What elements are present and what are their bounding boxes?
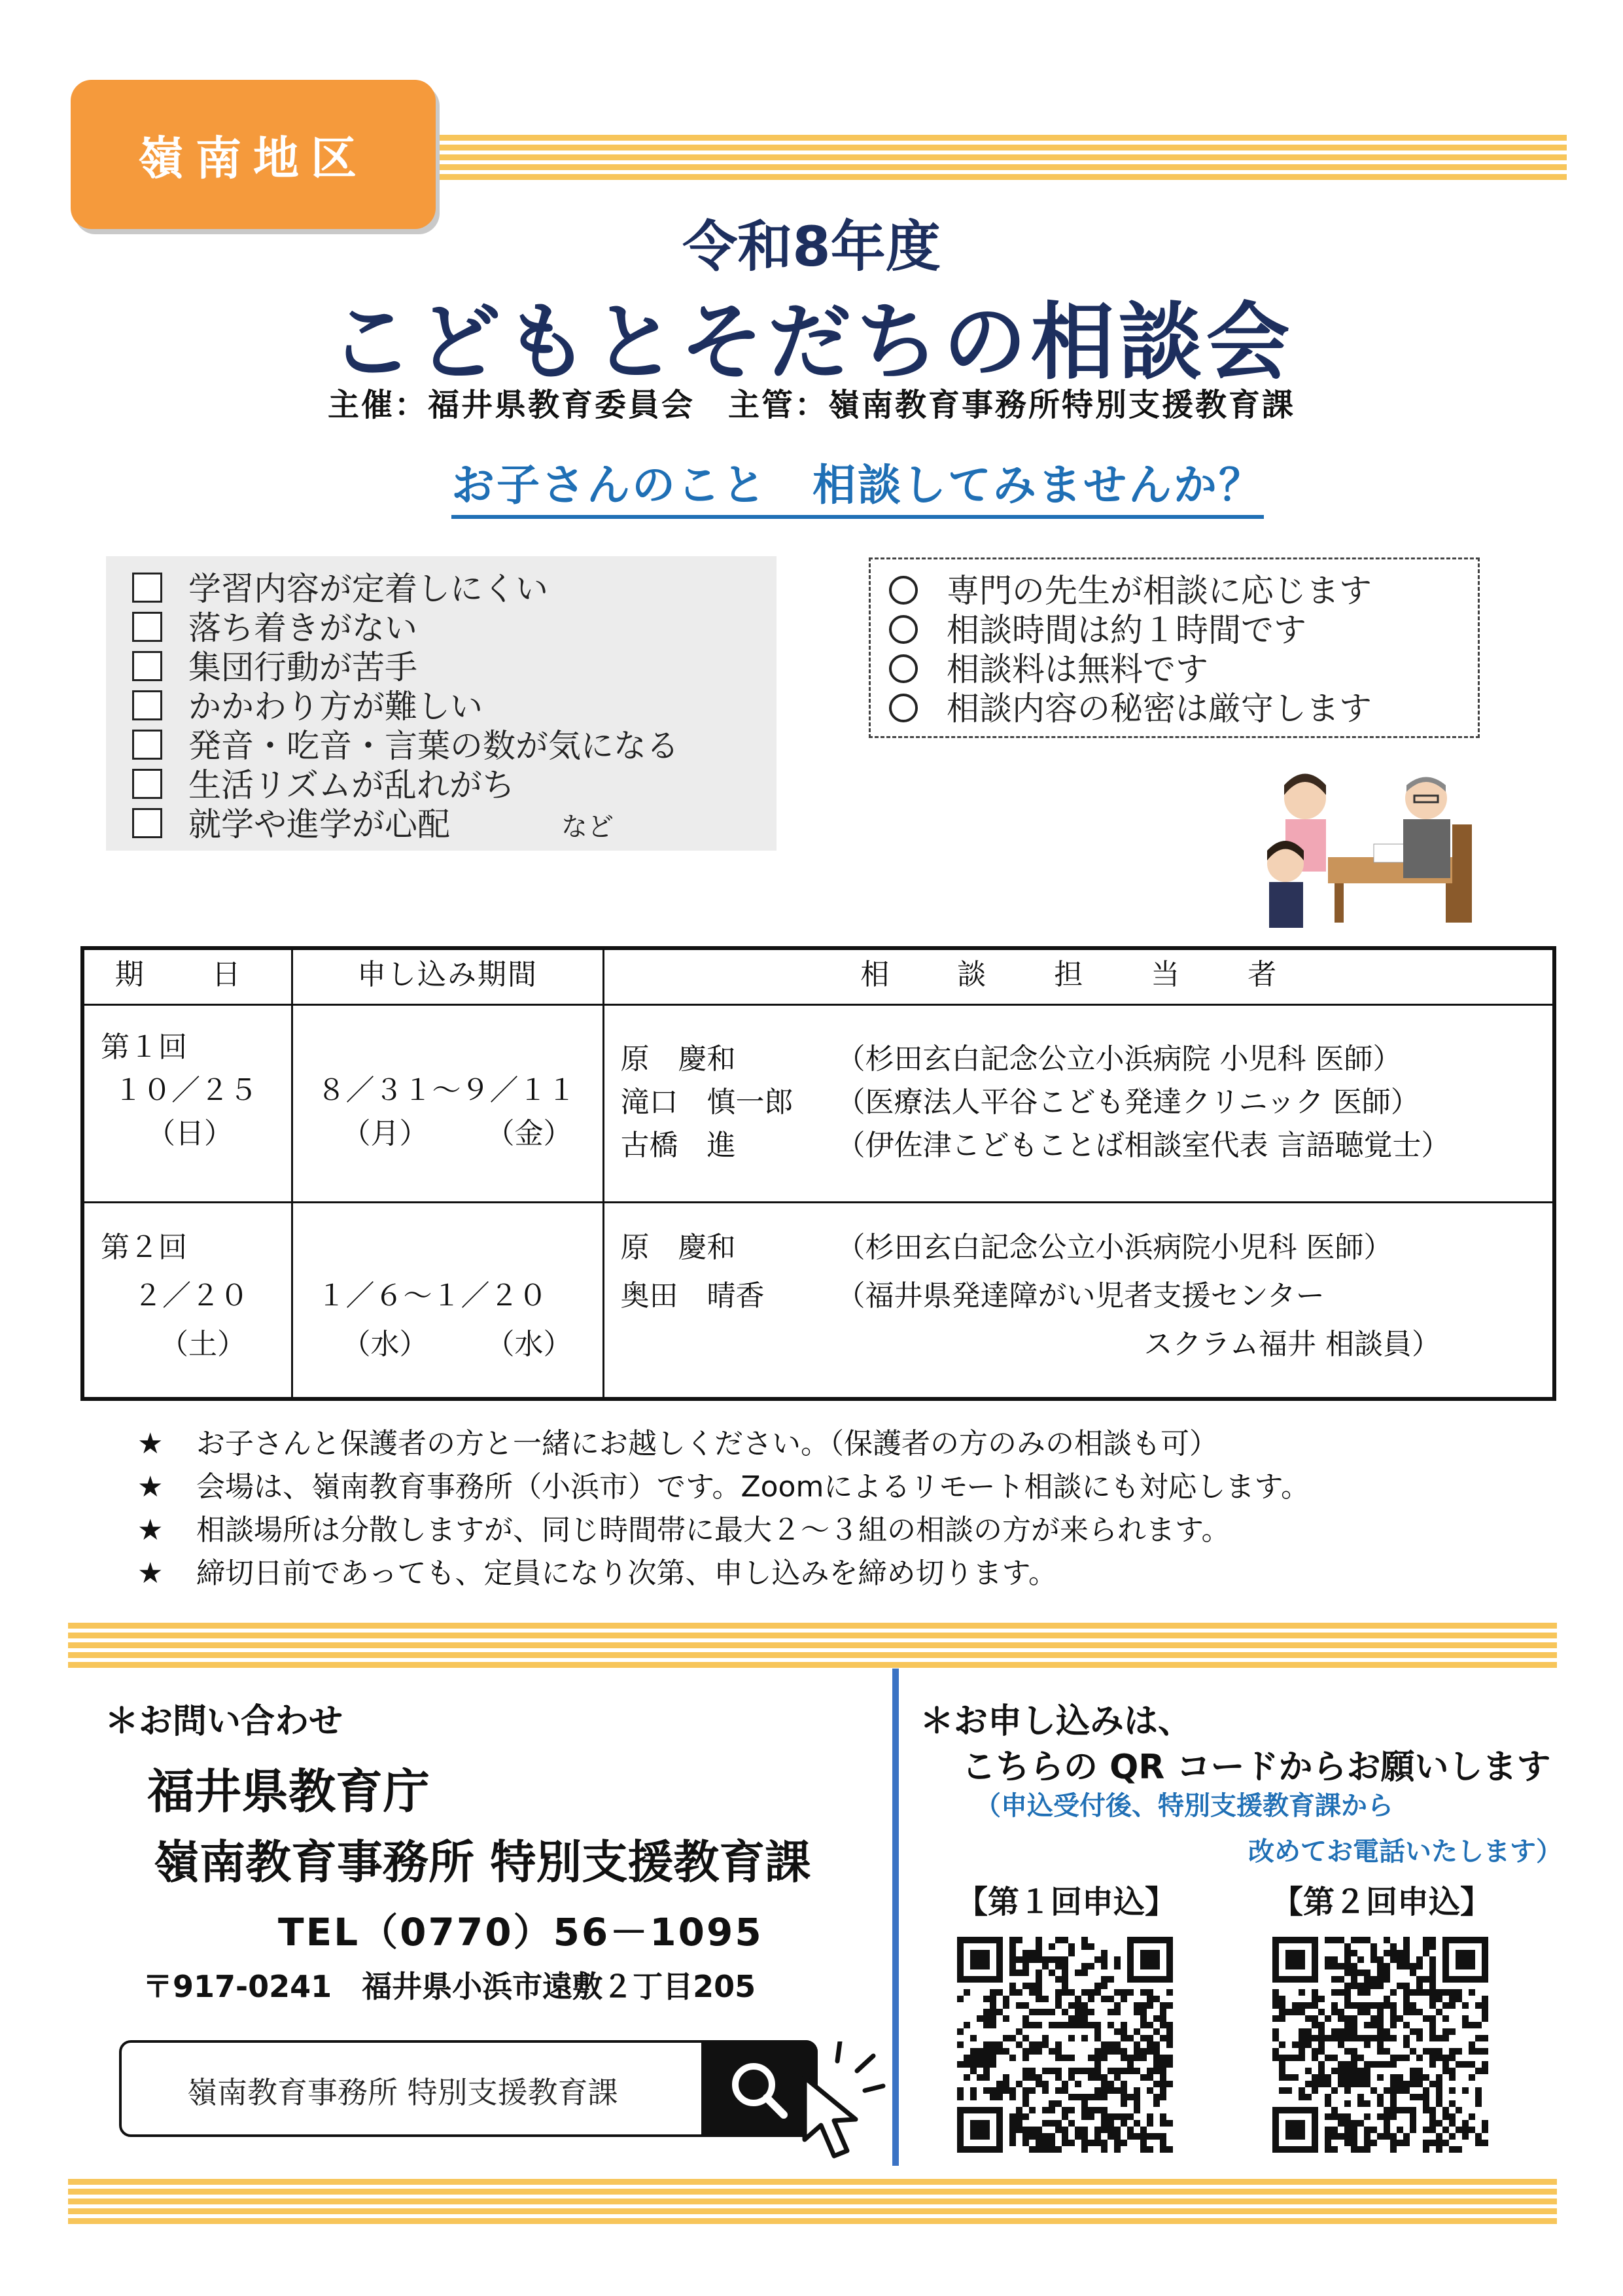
header-period: 申し込み期間 <box>292 948 603 1005</box>
checkbox-icon <box>132 730 162 760</box>
checkbox-icon <box>132 808 162 838</box>
round-day: （日） <box>147 1117 233 1150</box>
apply-period-days: （水） （水） <box>341 1328 572 1361</box>
checkbox-icon <box>132 651 162 681</box>
contact-tel: TEL（0770）56－1095 <box>278 1910 763 1954</box>
concern-item: 生活リズムが乱れがち <box>132 759 515 806</box>
contact-heading: ＊お問い合わせ <box>105 1702 343 1741</box>
table-row <box>82 1203 1554 1399</box>
concern-item: 発音・吃音・言葉の数が気になる <box>132 720 679 767</box>
round-label: 第１回 <box>101 1031 187 1064</box>
apply-period-days: （月） （金） <box>341 1117 572 1150</box>
notes-list <box>137 1420 1310 1593</box>
row2-date-cell <box>82 1203 292 1399</box>
row1-period-cell <box>292 1005 603 1203</box>
table-header-row <box>82 948 1554 1005</box>
info-box <box>869 557 1480 738</box>
fiscal-year: 令和8年度 <box>682 215 941 279</box>
round-date: １０／２５ <box>114 1074 258 1107</box>
middle-stripe <box>68 1623 1557 1669</box>
qr2-label: 【第２回申込】 <box>1272 1884 1492 1920</box>
concern-item: 就学や進学が心配 など <box>132 798 614 845</box>
contact-org1: 福井県教育庁 <box>147 1764 430 1819</box>
circle-icon <box>889 694 918 722</box>
row2-period-cell <box>292 1203 603 1399</box>
sponsor-line: 主催：福井県教育委員会 主管：嶺南教育事務所特別支援教育課 <box>327 387 1295 423</box>
footer-stripe <box>68 2179 1557 2225</box>
note-item: ★ 相談場所は分散しますが、同じ時間帯に最大２～３組の相談の方が来られます。 <box>137 1513 1230 1547</box>
info-item: 相談時間は約１時間です <box>889 604 1306 651</box>
qr-code-round2[interactable] <box>1272 1937 1488 2153</box>
region-badge: 嶺南地区 <box>71 80 436 229</box>
apply-period: ８／３１～９／１１ <box>317 1074 576 1107</box>
circle-icon <box>889 576 918 605</box>
header-staff: 相 談 担 当 者 <box>603 948 1554 1005</box>
section-divider <box>892 1669 899 2166</box>
apply-period: １／６～１／２０ <box>317 1279 548 1313</box>
checkbox-icon <box>132 769 162 799</box>
staff-line: 古橋 進 （伊佐津こどもことば相談室代表 言語聴覚士） <box>620 1129 1450 1162</box>
search-bar[interactable] <box>119 2040 818 2137</box>
search-text: 嶺南教育事務所 特別支援教育課 <box>187 2075 618 2110</box>
staff-line-extra: スクラム福井 相談員） <box>1143 1328 1441 1361</box>
concerns-list <box>106 556 777 851</box>
staff-line: 滝口 慎一郎 （医療法人平谷こども発達クリニック 医師） <box>620 1086 1420 1119</box>
concern-item: 落ち着きがない <box>132 602 417 649</box>
checkbox-icon <box>132 573 162 603</box>
note-item: ★ 締切日前であっても、定員になり次第、申し込みを締め切ります。 <box>137 1557 1058 1590</box>
staff-line: 原 慶和 （杉田玄白記念公立小浜病院小児科 医師） <box>620 1231 1393 1264</box>
cursor-icon <box>792 2041 890 2166</box>
note-item: ★ 会場は、嶺南教育事務所（小浜市）です。Zoomによるリモート相談にも対応します。 <box>137 1470 1310 1504</box>
concern-item: 学習内容が定着しにくい <box>132 563 548 610</box>
circle-icon <box>889 615 918 644</box>
tagline: お子さんのこと 相談してみませんか？ <box>451 450 1264 519</box>
apply-note2: 改めてお電話いたします） <box>1248 1837 1562 1867</box>
info-item: 相談内容の秘密は厳守します <box>889 682 1372 730</box>
concerns-suffix: など <box>561 812 614 842</box>
apply-line2: こちらの QR コードからお願いします <box>962 1748 1551 1787</box>
apply-note1: （申込受付後、特別支援教育課から <box>975 1791 1393 1821</box>
qr1-label: 【第１回申込】 <box>956 1884 1177 1920</box>
qr-code-round1[interactable] <box>957 1937 1173 2153</box>
round-day: （土） <box>160 1328 246 1361</box>
staff-line: 原 慶和 （杉田玄白記念公立小浜病院 小児科 医師） <box>620 1042 1402 1076</box>
note-item: ★ お子さんと保護者の方と一緒にお越しください。（保護者の方のみの相談も可） <box>137 1427 1218 1460</box>
page-title: こどもとそだちの相談会 <box>329 294 1294 391</box>
checkbox-icon <box>132 612 162 642</box>
schedule-table <box>80 946 1556 1401</box>
apply-heading: ＊お申し込みは、 <box>920 1702 1193 1741</box>
row1-staff-cell <box>603 1005 1554 1203</box>
contact-org2: 嶺南教育事務所 特別支援教育課 <box>154 1835 811 1889</box>
header-stripe <box>438 135 1567 181</box>
header-date: 期 日 <box>82 948 292 1005</box>
info-item: 相談料は無料です <box>889 643 1208 690</box>
row1-date-cell <box>82 1005 292 1203</box>
info-item: 専門の先生が相談に応じます <box>889 565 1372 612</box>
qr-code-icon <box>957 1937 1173 2153</box>
circle-icon <box>889 654 918 683</box>
table-row <box>82 1005 1554 1203</box>
staff-line: 奥田 晴香 （福井県発達障がい児者支援センター <box>620 1279 1325 1313</box>
round-date: ２／２０ <box>133 1279 249 1313</box>
concern-item: かかわり方が難しい <box>132 680 483 728</box>
qr-code-icon <box>1272 1937 1488 2153</box>
contact-address: 〒917-0241 福井県小浜市遠敷２丁目205 <box>143 1969 756 2004</box>
consultation-illustration <box>1263 759 1478 929</box>
concern-item: 集団行動が苦手 <box>132 641 417 688</box>
checkbox-icon <box>132 690 162 720</box>
row2-staff-cell <box>603 1203 1554 1399</box>
round-label: 第２回 <box>101 1231 187 1264</box>
